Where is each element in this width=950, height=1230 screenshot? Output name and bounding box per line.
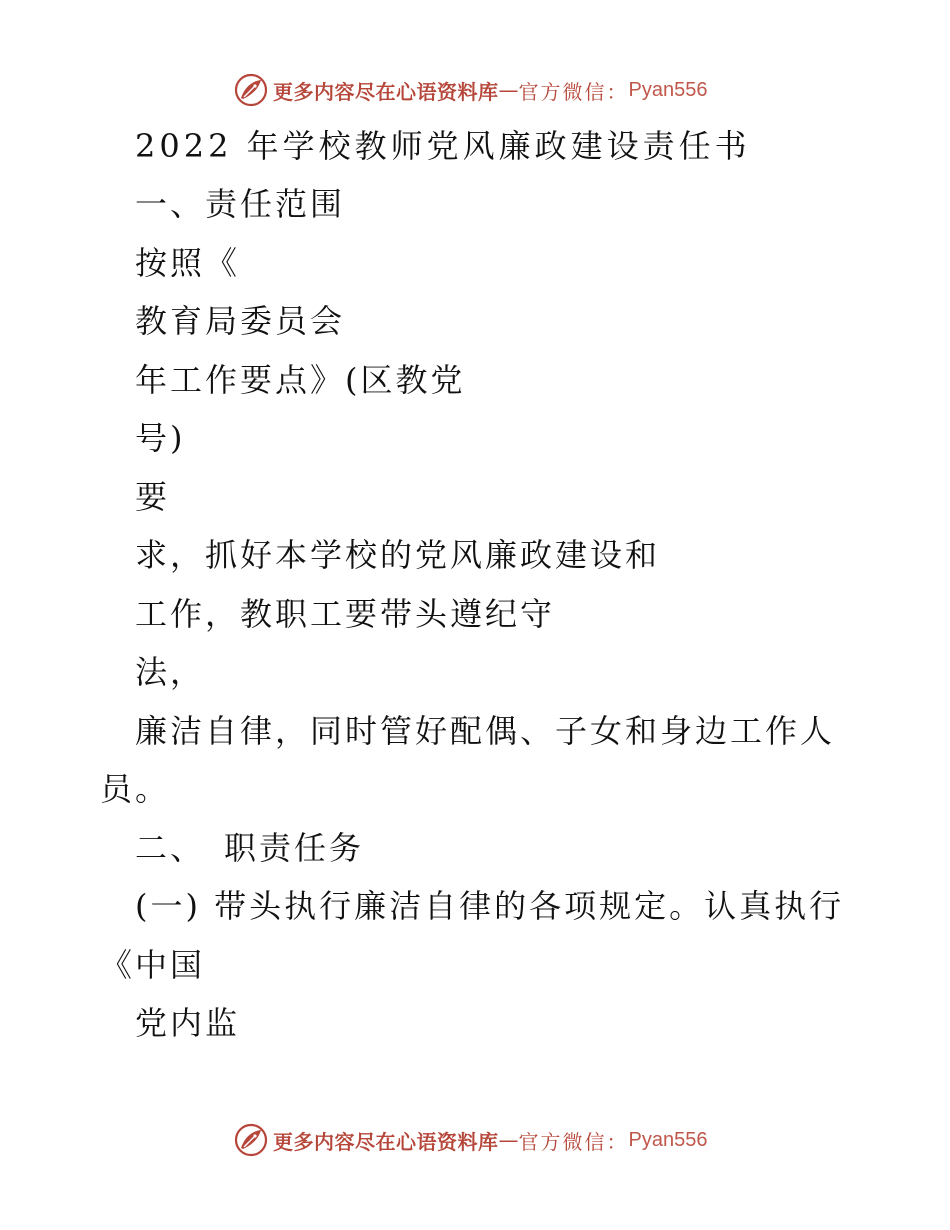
paragraph-line: 党内监 — [135, 1004, 241, 1042]
banner-slogan: 更多内容尽在心语资料库 — [273, 1129, 499, 1154]
document-title: 2022 年学校教师党风廉政建设责任书 — [135, 127, 751, 165]
banner-slogan: 更多内容尽在心语资料库 — [273, 79, 499, 104]
paragraph-line: 廉洁自律，同时管好配偶、子女和身边工作人 — [135, 712, 836, 750]
banner-wechat-label: 官方微信： — [518, 79, 629, 104]
banner-wechat-id: Pyan556 — [628, 78, 708, 101]
paragraph-line: 求，抓好本学校的党风廉政建设和 — [135, 536, 661, 574]
paragraph-line: 教育局委员会 — [135, 302, 346, 340]
pen-nib-logo-icon — [233, 72, 269, 108]
paragraph-line: 法， — [135, 653, 206, 691]
banner-separator: — — [498, 78, 519, 102]
paragraph-line: 《中国 — [100, 946, 206, 984]
paragraph-line: 要 — [135, 478, 171, 516]
paragraph-line: (一) 带头执行廉洁自律的各项规定。认真执行 — [135, 887, 845, 925]
banner-separator: — — [498, 1128, 519, 1152]
paragraph-line: 按照《 — [135, 244, 241, 282]
paragraph-line: 员。 — [100, 770, 171, 808]
section-heading: 二、 职责任务 — [135, 829, 365, 867]
paragraph-line: 年工作要点》(区教党 — [135, 361, 466, 399]
paragraph-line: 号) — [135, 419, 186, 457]
pen-nib-logo-icon — [233, 1122, 269, 1158]
banner-wechat-label: 官方微信： — [518, 1129, 629, 1154]
banner-wechat-id: Pyan556 — [628, 1128, 708, 1151]
paragraph-line: 工作，教职工要带头遵纪守 — [135, 595, 556, 633]
section-heading: 一、责任范围 — [135, 185, 346, 223]
header-banner — [233, 70, 707, 110]
footer-banner — [233, 1120, 707, 1160]
